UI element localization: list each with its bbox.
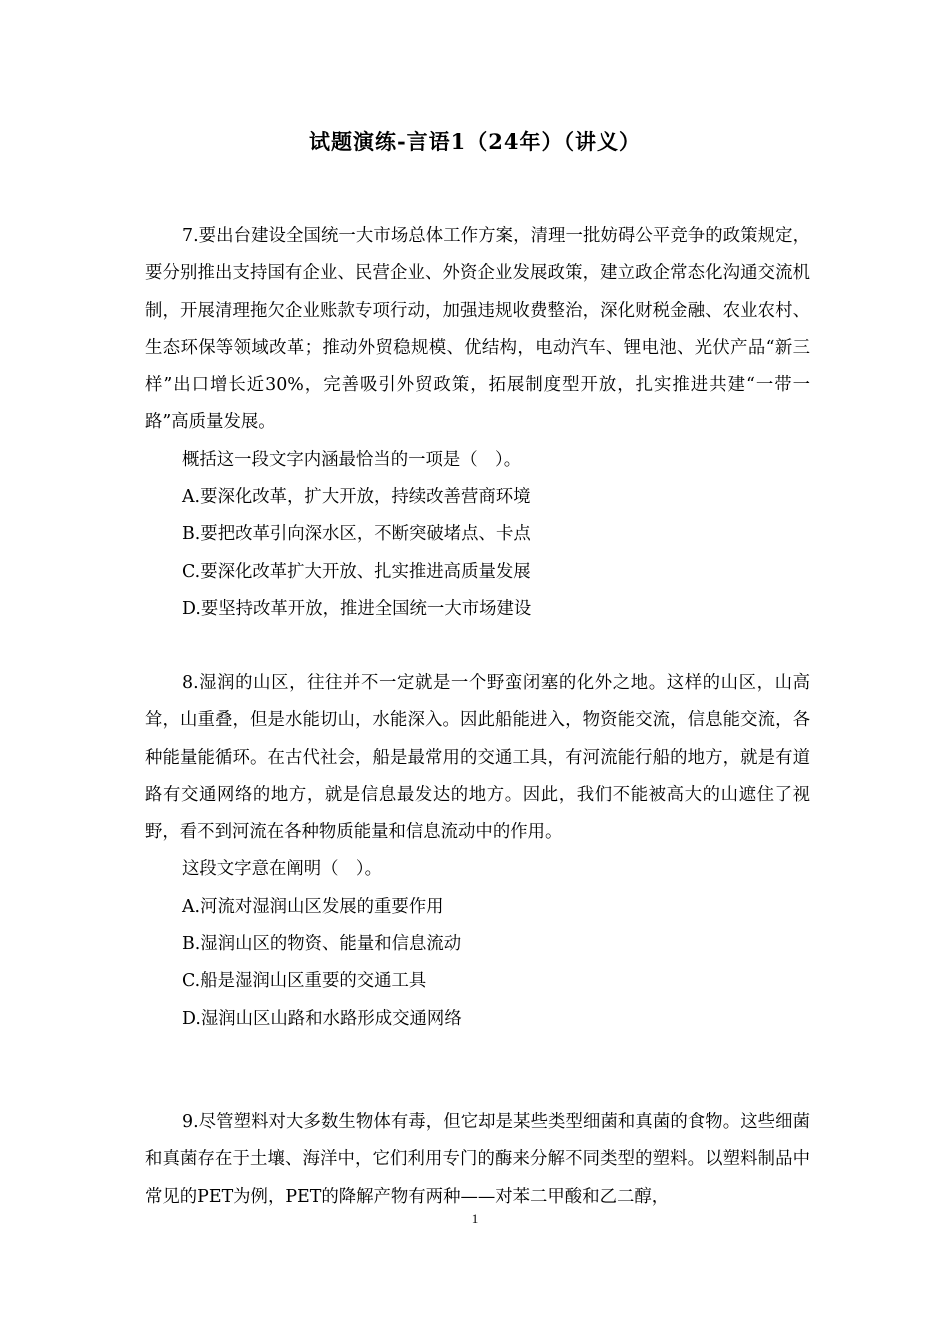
option-d: D.湿润山区山路和水路形成交通网络 (182, 1008, 462, 1029)
option-b: B.湿润山区的物资、能量和信息流动 (182, 934, 462, 955)
question-prompt: 概括这一段文字内涵最恰当的一项是（ ）。 (182, 449, 522, 470)
question-paragraph: 7.要出台建设全国统一大市场总体工作方案，清理一批妨碍公平竞争的政策规定，要分别推出支持国有企业、民营企业、外资企业发展政策，建立政企常态化沟通交流机制，开展清理拖欠企业账款专项行动，加强违规收费整治，深化财税金融、农业农村、生态环保等领域改革；推动外贸稳规模、优结构，电动汽车、锂电池、光伏产品“新三样”出口增长近30%，完善吸引外贸政策，拓展制度型开放，扎实推进共建“一带一路”高质量发展。 (145, 226, 810, 433)
option-a: A.要深化改革，扩大开放，持续改善营商环境 (182, 487, 531, 508)
question-paragraph: 8.湿润的山区，往往并不一定就是一个野蛮闭塞的化外之地。这样的山区，山高耸，山重叠，但是水能切山，水能深入。因此船能进入，物资能交流，信息能交流，各种能量能循环。在古代社会，船是最常用的交通工具，有河流能行船的地方，就是有道路有交通网络的地方，就是信息最发达的地方。因此，我们不能被高大的山遮住了视野，看不到河流在各种物质能量和信息流动中的作用。 (145, 673, 810, 843)
question-8 (145, 665, 810, 1038)
option-b: B.要把改革引向深水区，不断突破堵点、卡点 (182, 524, 531, 545)
question-7 (145, 218, 810, 628)
document-title: 试题演练-言语1（24年）（讲义） (308, 129, 642, 154)
question-9 (145, 1104, 810, 1216)
option-d: D.要坚持改革开放，推进全国统一大市场建设 (182, 598, 532, 619)
question-prompt: 这段文字意在阐明（ ）。 (182, 859, 382, 880)
option-a: A.河流对湿润山区发展的重要作用 (182, 896, 444, 917)
page-number: 1 (471, 1211, 479, 1226)
option-c: C.船是湿润山区重要的交通工具 (182, 971, 427, 992)
option-c: C.要深化改革扩大开放、扎实推进高质量发展 (182, 561, 531, 582)
question-paragraph: 9.尽管塑料对大多数生物体有毒，但它却是某些类型细菌和真菌的食物。这些细菌和真菌存在于土壤、海洋中，它们利用专门的酶来分解不同类型的塑料。以塑料制品中常见的PET为例，PET的降解产物有两种——对苯二甲酸和乙二醇， (145, 1112, 810, 1207)
